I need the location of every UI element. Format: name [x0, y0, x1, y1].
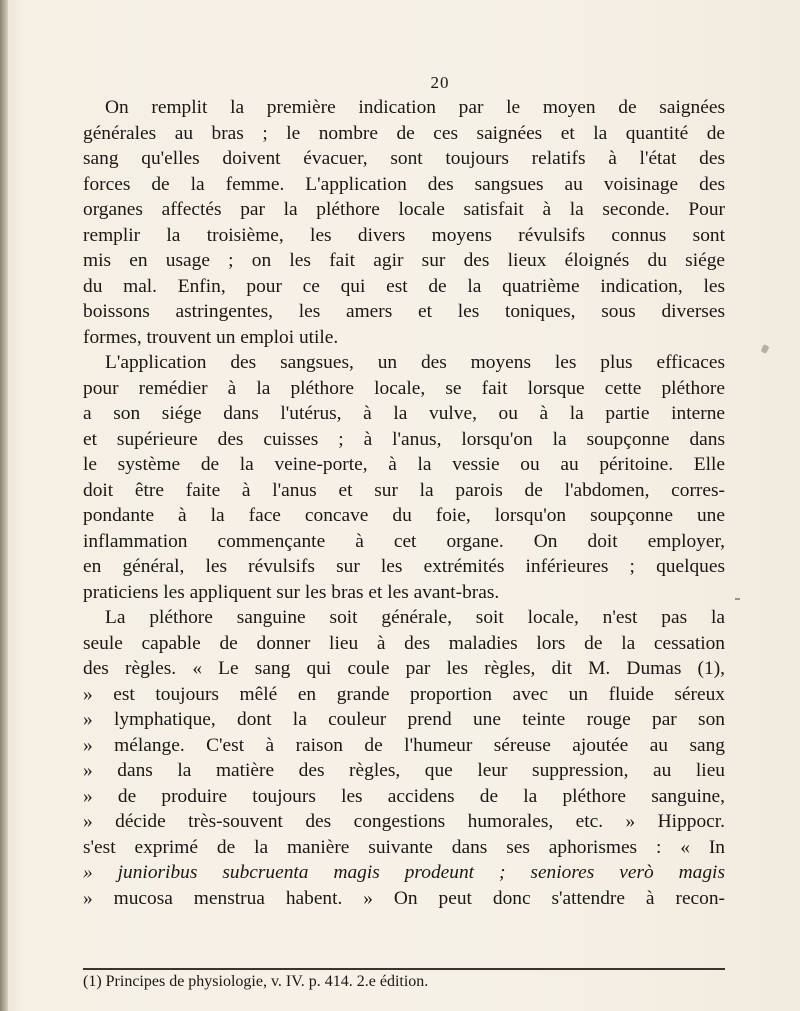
text-line: et supérieure des cuisses ; à l'anus, lorsqu'on la soupçonne dans	[83, 428, 725, 450]
page-number: 20	[430, 73, 450, 92]
text-line: inflammation commençante à cet organe. On doit employer,	[83, 530, 725, 552]
text-line: générales au bras ; le nombre de ces saignées et la quantité de	[83, 122, 725, 144]
text-line: s'est exprimé de la manière suivante dans ses aphorismes : « In	[83, 836, 725, 858]
footnote: (1) Principes de physiologie, v. IV. p. 414. 2.e édition.	[83, 973, 429, 990]
footnote-rule	[83, 968, 725, 970]
paper-blemish	[735, 598, 740, 600]
text-line: » mucosa menstrua habent. » On peut donc s'attendre à recon-	[83, 887, 725, 909]
text-line: L'application des sangsues, un des moyens les plus efficaces	[105, 352, 725, 373]
text-line: » mélange. C'est à raison de l'humeur séreuse ajoutée au sang	[83, 734, 725, 756]
paper-blemish	[761, 344, 770, 354]
text-line: du mal. Enfin, pour ce qui est de la quatrième indication, les	[83, 275, 725, 297]
page-binding-edge	[0, 0, 8, 1011]
text-line: » est toujours mêlé en grande proportion avec un fluide séreux	[83, 683, 725, 705]
text-line: » de produire toujours les accidens de la pléthore sanguine,	[83, 785, 725, 807]
text-line: praticiens les appliquent sur les bras et les avant-bras.	[83, 581, 500, 603]
text-line: mis en usage ; on les fait agir sur des lieux éloignés du siége	[83, 250, 725, 271]
text-line: organes affectés par la pléthore locale satisfait à la seconde. Pour	[83, 199, 725, 220]
body-text	[83, 95, 725, 911]
text-line: boissons astringentes, les amers et les toniques, sous diverses	[83, 301, 725, 322]
text-line: » lymphatique, dont la couleur prend une teinte rouge par son	[83, 709, 725, 730]
text-line: doit être faite à l'anus et sur la parois de l'abdomen, corres-	[83, 479, 725, 501]
text-line: des règles. « Le sang qui coule par les règles, dit M. Dumas (1),	[83, 658, 725, 679]
text-line: formes, trouvent un emploi utile.	[83, 326, 339, 348]
text-line: La pléthore sanguine soit générale, soit locale, n'est pas la	[105, 607, 725, 628]
text-line: forces de la femme. L'application des sangsues au voisinage des	[83, 173, 725, 195]
text-line: sang qu'elles doivent évacuer, sont toujours relatifs à l'état des	[83, 148, 725, 169]
text-line: remplir la troisième, les divers moyens révulsifs connus sont	[83, 224, 725, 246]
text-line: seule capable de donner lieu à des maladies lors de la cessation	[83, 632, 725, 654]
text-line: » dans la matière des règles, que leur suppression, au lieu	[83, 760, 725, 781]
text-line-italic-quote: » junioribus subcruenta magis prodeunt ; seniores verò magis	[83, 862, 725, 883]
text-line: pour remédier à la pléthore locale, se fait lorsque cette pléthore	[83, 377, 725, 399]
text-line: » décide très-souvent des congestions humorales, etc. » Hippocr.	[83, 811, 725, 832]
text-line: le système de la veine-porte, à la vessie ou au péritoine. Elle	[83, 454, 725, 475]
text-line: On remplit la première indication par le moyen de saignées	[105, 97, 725, 118]
text-line: a son siége dans l'utérus, à la vulve, ou à la partie interne	[83, 403, 725, 424]
text-line: pondante à la face concave du foie, lorsqu'on soupçonne une	[83, 505, 725, 526]
text-line: en général, les révulsifs sur les extrémités inférieures ; quelques	[83, 556, 725, 577]
